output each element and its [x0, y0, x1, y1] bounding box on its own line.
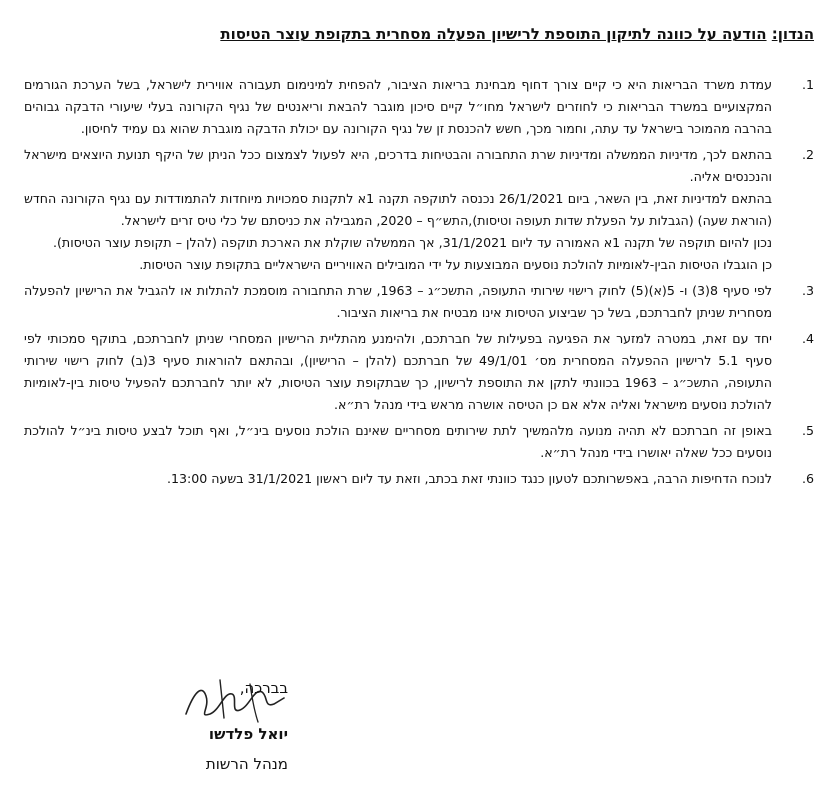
signer-name: יואל פלדשו: [208, 725, 288, 743]
closing-greeting: בברכה,: [239, 679, 288, 697]
subject-label: הנדון:: [771, 25, 814, 43]
subject-line: [24, 22, 814, 46]
signer-role: מנהל הרשות: [205, 755, 288, 773]
item-4: [24, 328, 814, 416]
item-paragraph: בהתאם למדיניות זאת, בין השאר, ביום 26/1/2021 נכנסה לתוקפה תקנה 1א לתקנות סמכויות מיוחדות להתמודדות עם נגיף הקורונה החדש (הוראת שעה) (הגבלות על הפעלת שדות תעופה וטיסות),התש״ף – 2020, המגבילה את כניסתם של כלי טיס זרים לישראל.: [24, 191, 772, 228]
item-number: .6: [801, 471, 814, 486]
item-number: .4: [801, 331, 814, 346]
item-5: [24, 420, 814, 464]
item-number: .3: [801, 283, 814, 298]
item-6: [24, 468, 814, 490]
item-number: .2: [801, 147, 814, 162]
item-paragraph: נכון להיום תוקפה של תקנה 1א האמורה עד ליום 31/1/2021, אך הממשלה שוקלת את הארכת תוקפה (להלן – תקופת עוצר הטיסות).: [53, 235, 772, 250]
item-number: .5: [801, 423, 814, 438]
item-paragraph: לנוכח הדחיפות הרבה, באפשרותכם לטעון כנגד כוונתי זאת בכתב, וזאת עד ליום ראשון 31/1/2021 בשעה 13:00.: [166, 471, 772, 486]
item-2: [24, 144, 814, 276]
item-paragraph: לפי סעיף 8(3) ו- 5(א)(5) לחוק רישוי שירותי התעופה, התשכ״ג – 1963, שרת התחבורה מוסמכת להתלות או להגביל את הרישיון להפעלה מסחרית שניתן לחברתכם, בשל כך שביצוע הטיסות אינו מבטיח את בריאות הציבור.: [24, 283, 772, 320]
item-paragraph: באופן זה חברתכם לא תהיה מנועה מלהמשיך לתת שירותים מסחריים שאינם הולכת נוסעים בינ״ל, ואף תוכל לבצע טיסות בינ״ל להולכת נוסעים ככל שאלה יאושרו בידי מנהל רת״א.: [24, 423, 772, 460]
item-paragraph: בהתאם לכך, מדיניות הממשלה ומדיניות שרת התחבורה והבטיחות בדרכים, היא לפעול לצמצום ככל הניתן של היקף תנועת היוצאים מישראל והנכנסים אליה.: [24, 147, 772, 184]
item-paragraph: כן הוגבלו הטיסות הבין-לאומיות להולכת נוסעים המבוצעות על ידי המובילים האוויריים הישראליים בתקופת עוצר הטיסות.: [139, 257, 772, 272]
numbered-items: [24, 74, 814, 490]
item-number: .1: [801, 77, 814, 92]
item-paragraph: עמדת משרד הבריאות היא כי קיים צורך דחוף מבחינת בריאות הציבור, להפחית למינימום תעבורה אווירית לישראל, בשל הערכת הגורמים המקצועיים במשרד הבריאות כי לחוזרים לישראל מחו״ל קיים סיכון מוגבר להבאת וריאנטים של נגיף הקורונה בעלי שיעורי הדבקה גבוהים בהרבה מהמוכר בישראל עד עתה, וחמור מכך, חשש להכנסת זן של נגיף הקורונה עם יכולת הדבקה מוגברת שהוא גם עמיד לחיסון.: [24, 77, 772, 136]
item-1: [24, 74, 814, 140]
item-paragraph: יחד עם זאת, במטרה למזער את הפגיעה בפעילות של חברתכם, ולהימנע מהתליית הרישיון המסחרי שניתן לחברתכם, בתוקף סמכותי לפי סעיף 5.1 לרישיון ההפעלה המסחרית מס׳ 49/1/01 של חברתכם (להלן – הרישיון), ובהתאם להוראות סעיף 3(ב) לחוק רישוי שירותי התעופה, התשכ״ג – 1963 בכוונתי לתקן את התוספת לרישיון, כך שבתקופת עוצר הטיסות, לא יותר לחברתכם להפעיל טיסות בין-לאומיות להולכת נוסעים מישראל ואליה אלא אם כן הטיסה אושרה מראש בידי מנהל רת״א.: [24, 331, 772, 412]
item-3: [24, 280, 814, 324]
subject-text: הודעה על כוונה לתיקון התוספת לרישיון הפעלה מסחרית בתקופת עוצר הטיסות: [220, 25, 767, 43]
signature-block: [128, 676, 288, 776]
